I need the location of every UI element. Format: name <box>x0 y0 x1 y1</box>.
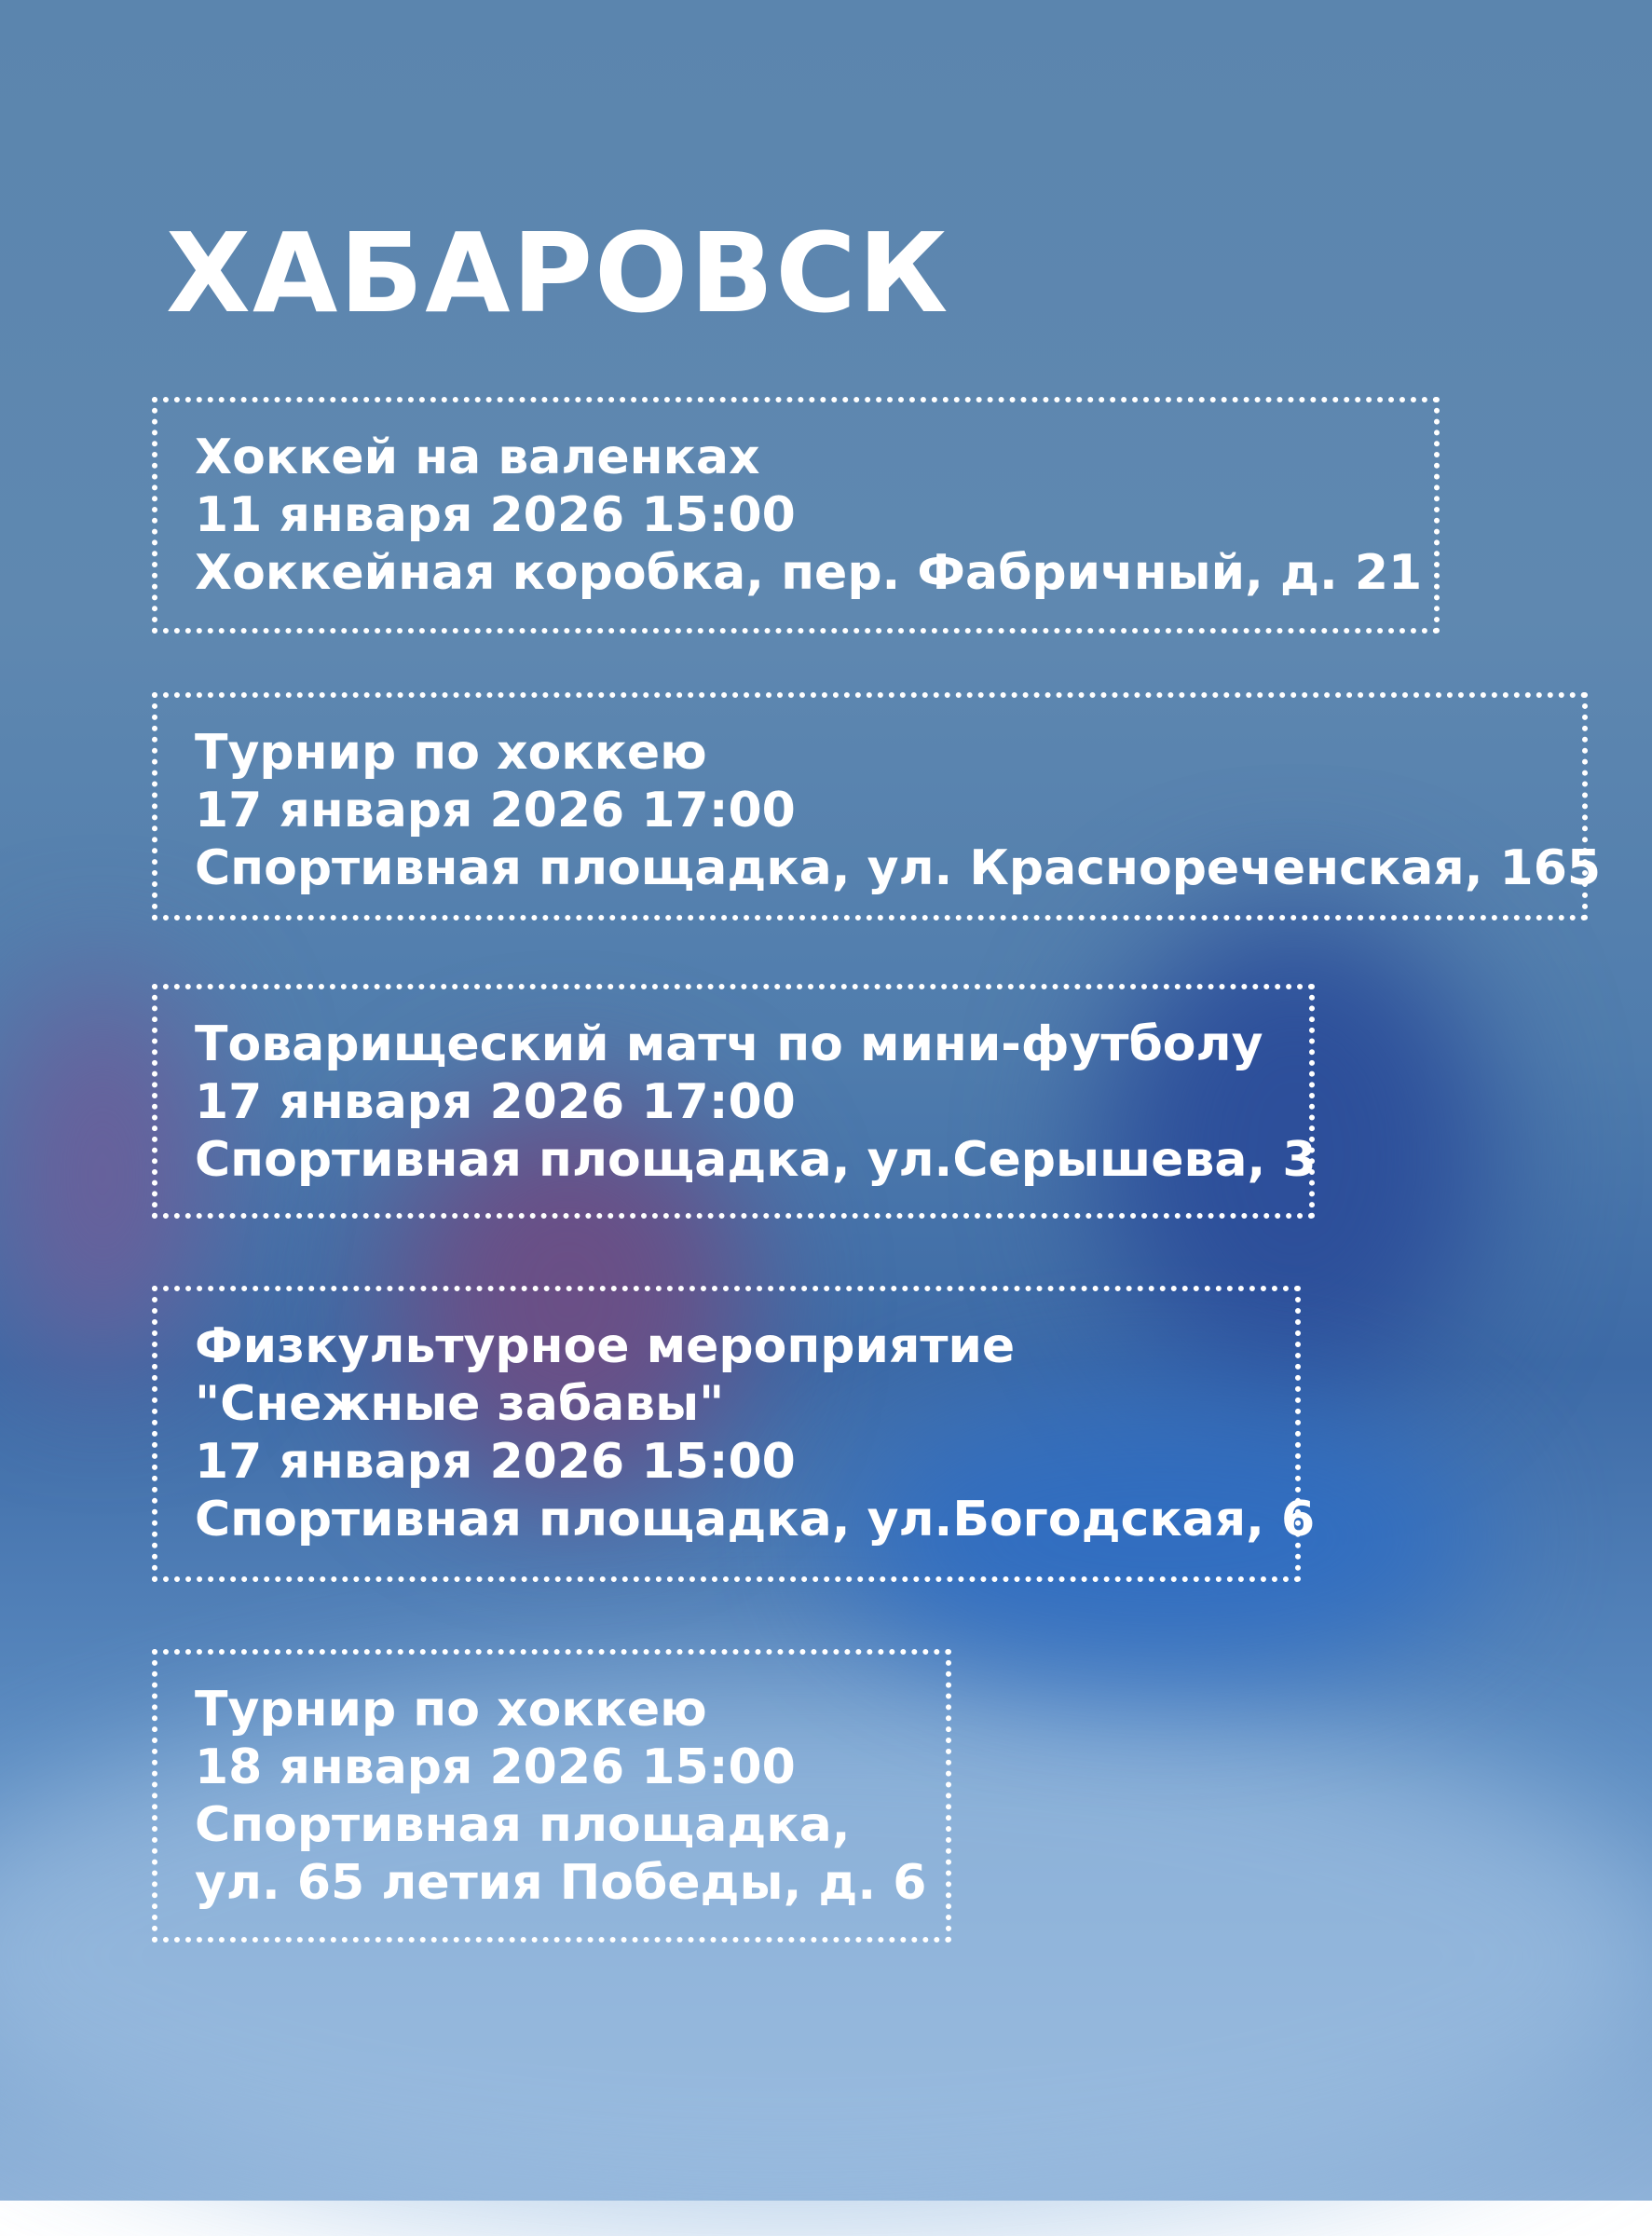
event-datetime: 18 января 2026 15:00 <box>195 1739 796 1795</box>
event-name: Турнир по хоккею <box>195 1682 707 1738</box>
event-location: Спортивная площадка, ул.Серышева, 3 <box>195 1132 1317 1188</box>
event-card <box>152 397 1440 634</box>
event-name-subtitle: "Снежные забавы" <box>195 1376 725 1432</box>
event-name: Турнир по хоккею <box>195 725 707 781</box>
event-location-address: ул. 65 летия Победы, д. 6 <box>195 1855 927 1911</box>
city-title: ХАБАРОВСК <box>166 209 950 337</box>
event-location: Спортивная площадка, ул.Богодская, 6 <box>195 1492 1316 1547</box>
event-card <box>152 692 1602 920</box>
event-location: Спортивная площадка, ул. Краснореченская, 165 <box>195 840 1602 896</box>
event-datetime: 11 января 2026 15:00 <box>195 487 796 543</box>
event-name: Хоккей на валенках <box>195 429 760 485</box>
event-name: Физкультурное мероприятие <box>195 1318 1016 1374</box>
event-card <box>152 1286 1316 1582</box>
event-datetime: 17 января 2026 17:00 <box>195 1074 796 1130</box>
event-location: Хоккейная коробка, пер. Фабричный, д. 21 <box>195 545 1423 601</box>
event-datetime: 17 января 2026 17:00 <box>195 783 796 838</box>
event-datetime: 17 января 2026 15:00 <box>195 1434 796 1490</box>
event-name: Товарищеский матч по мини-футболу <box>195 1016 1263 1072</box>
event-card <box>152 1649 951 1943</box>
event-location: Спортивная площадка, <box>195 1797 851 1853</box>
event-card <box>152 984 1315 1219</box>
